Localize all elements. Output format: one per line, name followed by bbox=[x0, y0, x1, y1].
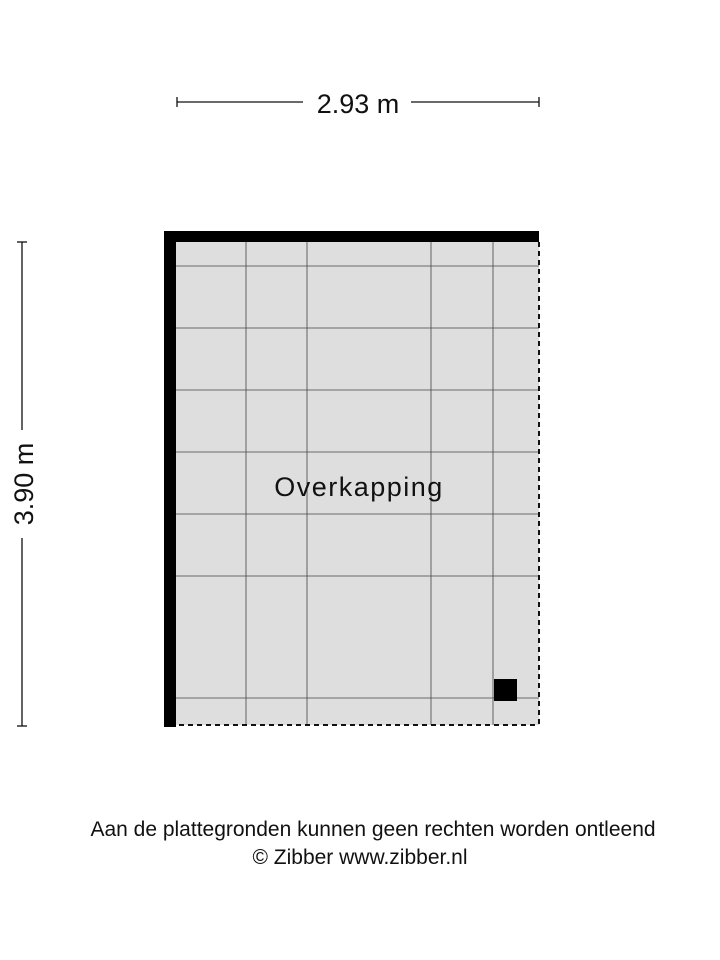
wall-top bbox=[164, 231, 539, 242]
room-label: Overkapping bbox=[274, 472, 444, 502]
column bbox=[494, 679, 517, 701]
width-label: 2.93 m bbox=[316, 89, 400, 119]
height-label: 3.90 m bbox=[9, 442, 39, 526]
wall-left bbox=[164, 231, 176, 727]
copyright-text: © Zibber www.zibber.nl bbox=[252, 846, 468, 869]
disclaimer-text: Aan de plattegronden kunnen geen rechten worden ontleend bbox=[90, 818, 656, 841]
